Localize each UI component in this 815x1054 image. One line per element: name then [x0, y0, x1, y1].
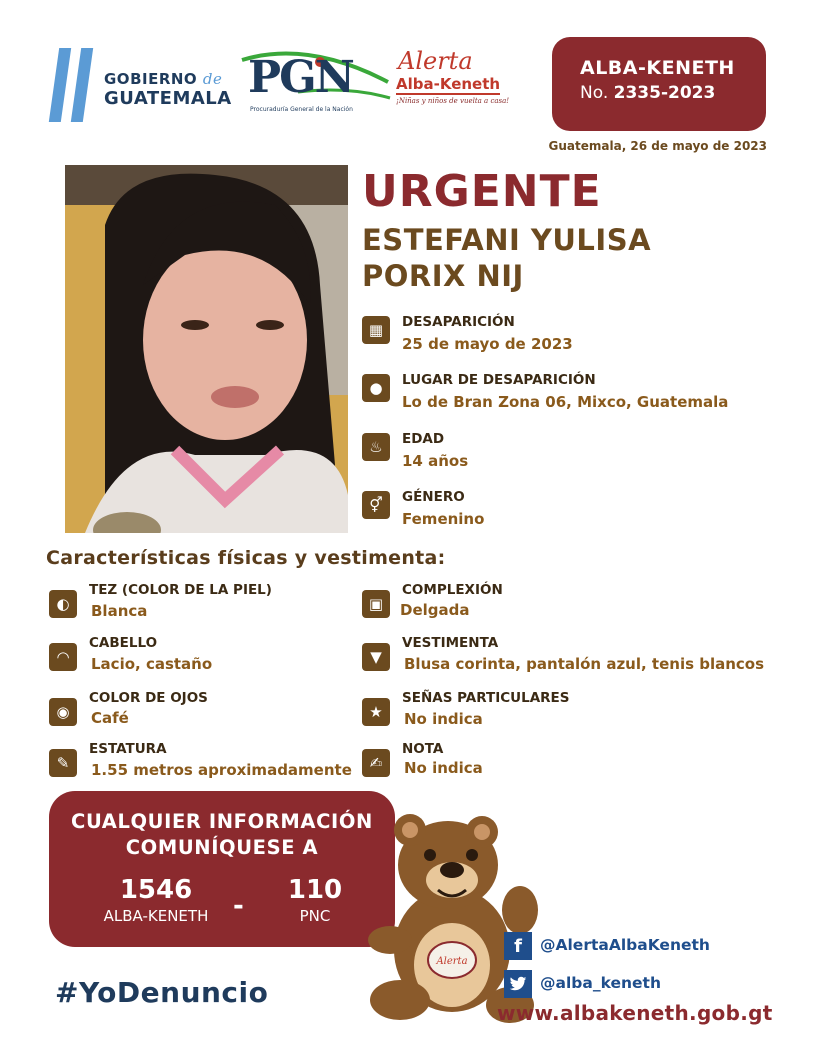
char-value: No indica: [404, 759, 483, 777]
case-prefix: No.: [580, 83, 609, 103]
info-label: EDAD: [402, 431, 445, 447]
pgn-subtitle: Procuraduría General de la Nación: [250, 106, 353, 113]
contact-heading-line2: COMUNÍQUESE A: [125, 836, 319, 859]
ruler-icon: ✎: [49, 749, 77, 777]
alerta-tagline: ¡Niñas y niños de vuelta a casa!: [396, 97, 510, 105]
eye-icon: ◉: [49, 698, 77, 726]
char-label: VESTIMENTA: [402, 635, 499, 651]
info-label: DESAPARICIÓN: [402, 314, 515, 330]
pgn-mark: PGN: [248, 52, 353, 103]
contact-heading-line1: CUALQUIER INFORMACIÓN: [71, 810, 373, 833]
flag-bar-left: [49, 48, 71, 122]
info-label: GÉNERO: [402, 489, 465, 505]
case-number-box: [552, 37, 766, 131]
contact-box: [49, 791, 395, 947]
head-profile-icon: ◐: [49, 590, 77, 618]
missing-person-photo: [65, 165, 348, 533]
char-label: SEÑAS PARTICULARES: [402, 690, 570, 706]
info-value: Femenino: [402, 510, 485, 528]
char-value: 1.55 metros aproximadamente: [91, 761, 352, 779]
info-value: 14 años: [402, 452, 469, 470]
gob-de: de: [202, 70, 223, 88]
star-icon: ★: [362, 698, 390, 726]
scale-icon: ▣: [362, 590, 390, 618]
name-line-2: PORIX NIJ: [362, 259, 524, 293]
facebook-icon: f: [504, 932, 532, 960]
number-separator: -: [233, 891, 244, 921]
phone-number-alba-keneth[interactable]: 1546: [119, 875, 193, 905]
cake-icon: ♨: [362, 433, 390, 461]
char-value: No indica: [404, 710, 483, 728]
hashtag: #YoDenuncio: [55, 976, 269, 1009]
gobierno-guatemala-logo: [52, 48, 232, 126]
char-value: Delgada: [400, 601, 470, 619]
char-value: Blanca: [91, 602, 148, 620]
char-value: Café: [91, 709, 129, 727]
twitter-handle[interactable]: @alba_keneth: [540, 974, 661, 992]
website-link[interactable]: www.albakeneth.gob.gt: [497, 1001, 773, 1025]
bear-mascot-icon: [360, 800, 540, 1035]
bear-badge-text: Alerta: [436, 956, 468, 967]
urgent-heading: URGENTE: [362, 166, 602, 217]
facebook-handle[interactable]: @AlertaAlbaKeneth: [540, 936, 710, 954]
portrait-illustration: [65, 165, 348, 533]
alba-keneth-word: Alba-Keneth: [396, 75, 501, 93]
note-pencil-icon: ✍: [362, 749, 390, 777]
phone-label-pnc: PNC: [299, 907, 331, 925]
char-label: COLOR DE OJOS: [89, 690, 208, 706]
gob-line1: GOBIERNO: [104, 70, 198, 88]
char-label: ESTATURA: [89, 741, 167, 757]
char-value: Blusa corinta, pantalón azul, tenis blancos: [404, 655, 765, 673]
char-value: Lacio, castaño: [91, 655, 213, 673]
char-label: TEZ (COLOR DE LA PIEL): [89, 582, 272, 598]
missing-person-name: [362, 222, 651, 294]
characteristics-title: Características físicas y vestimenta:: [46, 547, 446, 569]
location-pin-icon: ●: [362, 374, 390, 402]
twitter-bird-icon: [504, 970, 532, 998]
gob-line2: GUATEMALA: [104, 88, 232, 109]
shirt-icon: ▼: [362, 643, 390, 671]
pgn-logo: [238, 46, 394, 124]
info-label: LUGAR DE DESAPARICIÓN: [402, 372, 596, 388]
hair-icon: ◠: [49, 643, 77, 671]
case-title: ALBA-KENETH: [580, 57, 735, 79]
alerta-alba-keneth-logo: [396, 48, 536, 122]
alerta-word: Alerta: [398, 47, 473, 75]
char-label: NOTA: [402, 741, 444, 757]
flag-bar-right: [71, 48, 93, 122]
case-number: 2335-2023: [613, 83, 716, 103]
publication-date: Guatemala, 26 de mayo de 2023: [548, 139, 767, 153]
name-line-1: ESTEFANI YULISA: [362, 223, 652, 257]
phone-label-alba-keneth: ALBA-KENETH: [103, 907, 209, 925]
char-label: COMPLEXIÓN: [402, 582, 503, 598]
phone-number-pnc[interactable]: 110: [287, 875, 343, 905]
info-value: Lo de Bran Zona 06, Mixco, Guatemala: [402, 393, 729, 411]
info-value: 25 de mayo de 2023: [402, 335, 573, 353]
gender-icon: ⚥: [362, 491, 390, 519]
calendar-icon: ▦: [362, 316, 390, 344]
char-label: CABELLO: [89, 635, 158, 651]
